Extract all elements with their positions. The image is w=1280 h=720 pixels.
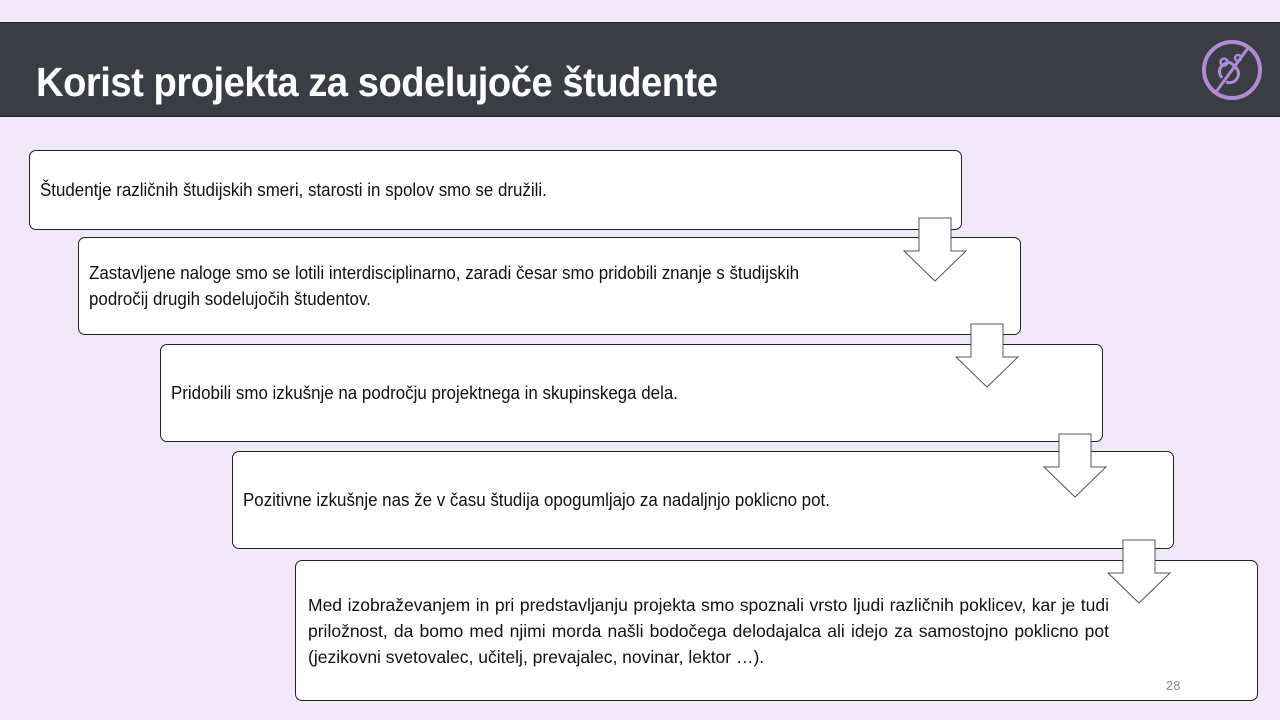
down-arrow-icon — [1106, 539, 1172, 605]
step-text-1: Študentje različnih študijskih smeri, starosti in spolov smo se družili. — [40, 180, 547, 200]
down-arrow-icon — [902, 217, 968, 283]
step-box-2 — [78, 237, 1021, 335]
step-box-4 — [232, 451, 1174, 549]
step-text-2: Zastavljene naloge smo se lotili interdisciplinarno, zaradi česar smo pridobili znanje s študijskih področij drugih sodelujočih študentov. — [89, 263, 800, 309]
step-text-5: Med izobraževanjem in pri predstavljanju projekta smo spoznali vrsto ljudi različnih poklicev, kar je tudi priložnost, da bomo med njimi morda našli bodočega delodajalca ali idejo za samostojno poklicno pot (jezikovni svetovalec, učitelj, prevajalec, novinar, lektor …). — [308, 594, 1109, 667]
page-number: 28 — [1166, 678, 1181, 693]
down-arrow-icon — [954, 323, 1020, 389]
step-text-4: Pozitivne izkušnje nas že v času študija opogumljajo za nadaljnjo poklicno pot. — [243, 490, 830, 510]
step-text-3: Pridobili smo izkušnje na področju projektnega in skupinskega dela. — [171, 383, 678, 403]
step-box-1 — [29, 150, 962, 230]
circle-figure-logo-icon — [1200, 38, 1264, 102]
title-bar — [0, 22, 1280, 117]
down-arrow-icon — [1042, 433, 1108, 499]
slide-title: Korist projekta za sodelujoče študente — [36, 59, 718, 105]
